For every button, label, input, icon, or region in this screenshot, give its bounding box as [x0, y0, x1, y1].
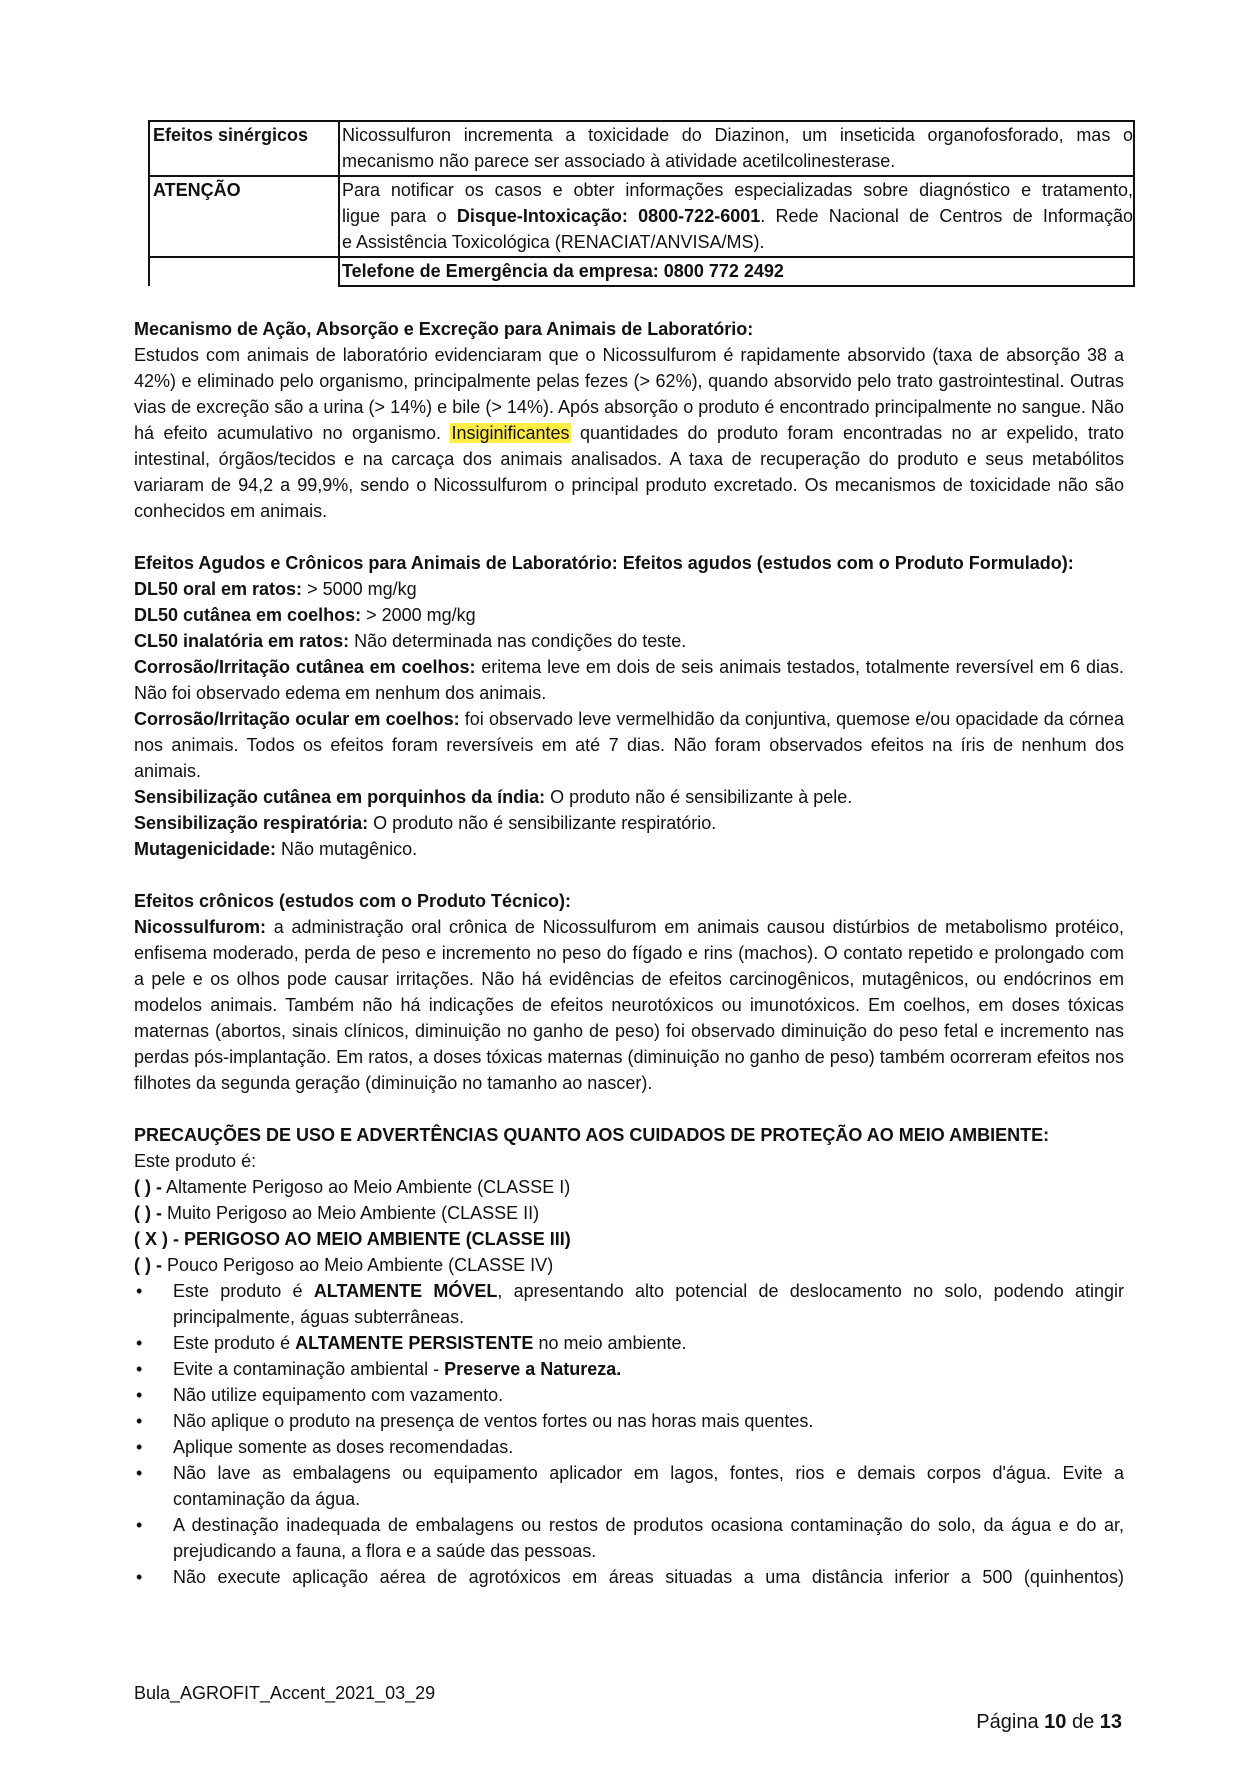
- class-text: PERIGOSO AO MEIO AMBIENTE (CLASSE III): [179, 1229, 571, 1249]
- chronic-label: Nicossulfurom:: [134, 917, 267, 937]
- bullet-bold: Preserve a Natureza.: [444, 1359, 622, 1379]
- list-item: [134, 1460, 1124, 1512]
- info-table: [148, 120, 1135, 287]
- bullet-text: Não lave as embalagens ou equipamento aplicador em lagos, fontes, rios e demais corpos d'água. Evite a contaminação da água.: [173, 1463, 1124, 1509]
- class-mark: ( X ) -: [134, 1229, 179, 1249]
- acute-item-label: DL50 cutânea em coelhos:: [134, 605, 362, 625]
- class-mark: ( ) -: [134, 1255, 162, 1275]
- acute-heading: [134, 550, 1124, 576]
- chronic-text: a administração oral crônica de Nicossulfurom em animais causou distúrbios de metabolismo protéico, enfisema moderado, perda de peso e incremento no peso do fígado e rins (machos). O contato repetido e prolongado com a pele e os olhos pode causar irritações. Não há evidências de efeitos carcinogênicos, mutagênicos, ou endócrinos em modelos animais. Também não há indicações de efeitos neurotóxicos ou imunotóxicos. Em coelhos, em doses tóxicas maternas (abortos, sinais clínicos, diminuição no ganho de peso) foi observado diminuição do peso fetal e incremento nas perdas pós-implantação. Em ratos, a doses tóxicas maternas (diminuição no ganho de peso) também ocorreram efeitos nos filhotes da segunda geração (diminuição no tamanho ao nascer).: [134, 917, 1124, 1093]
- acute-item-label: Corrosão/Irritação ocular em coelhos:: [134, 709, 460, 729]
- table-row: [149, 121, 1134, 176]
- mechanism-text-before: Estudos com animais de laboratório evidenciaram que o Nicossulfurom é rapidamente absorvido (taxa de absorção 38 a 42%) e eliminado pelo organismo, principalmente pelas fezes (> 62%), quando absorvido pelo trato gastrointestinal. Outras vias de excreção são a urina (> 14%) e bile (> 14%). Após absorção o produto é encontrado principalmente no sangue. Não há efeito acumulativo no organismo.: [134, 345, 1124, 443]
- synergy-line-2: mecanismo não parece ser associado à atividade acetilcolinesterase.: [342, 151, 896, 171]
- total-pages: 13: [1099, 1711, 1122, 1733]
- emergency-phone: [339, 257, 1134, 286]
- class-mark: ( ) -: [134, 1177, 162, 1197]
- bullet-icon: •: [136, 1359, 143, 1379]
- class-option: [134, 1174, 1124, 1200]
- acute-item: [134, 810, 1124, 836]
- mechanism-paragraph: [134, 342, 1124, 524]
- acute-item: [134, 836, 1124, 862]
- precautions-heading-text: PRECAUÇÕES DE USO E ADVERTÊNCIAS QUANTO AOS CUIDADOS DE PROTEÇÃO AO MEIO AMBIENTE:: [134, 1125, 1050, 1145]
- precautions-heading: [134, 1122, 1124, 1148]
- acute-item: [134, 602, 1124, 628]
- attention-line-2-pre: ligue para o: [342, 206, 457, 226]
- bullet-bold: ALTAMENTE MÓVEL: [313, 1281, 498, 1301]
- acute-item-text: > 5000 mg/kg: [302, 579, 417, 599]
- chronic-heading-text: Efeitos crônicos (estudos com o Produto Técnico):: [134, 891, 572, 911]
- bullet-text: no meio ambiente.: [533, 1333, 687, 1353]
- acute-item: [134, 654, 1124, 706]
- precautions-bullets: [134, 1278, 1124, 1590]
- attention-line-1: Para notificar os casos e obter informações especializadas sobre diagnóstico e tratamento,: [342, 180, 1133, 200]
- acute-item-label: Sensibilização respiratória:: [134, 813, 369, 833]
- bullet-text: Este produto é: [173, 1333, 296, 1353]
- class-option: [134, 1252, 1124, 1278]
- list-item: [134, 1564, 1124, 1590]
- bullet-icon: •: [136, 1281, 143, 1301]
- list-item: [134, 1382, 1124, 1408]
- attention-label: ATENÇÃO: [149, 176, 339, 257]
- bullet-text: Aplique somente as doses recomendadas.: [173, 1437, 514, 1457]
- acute-item: [134, 628, 1124, 654]
- acute-item-label: Sensibilização cutânea em porquinhos da índia:: [134, 787, 546, 807]
- mechanism-heading-text: Mecanismo de Ação, Absorção e Excreção para Animais de Laboratório:: [134, 319, 754, 339]
- table-row: [149, 257, 1134, 286]
- bullet-icon: •: [136, 1411, 143, 1431]
- attention-line-2: [342, 203, 1133, 229]
- current-page: 10: [1044, 1711, 1067, 1733]
- table-row: [149, 176, 1134, 257]
- bullet-icon: •: [136, 1567, 143, 1587]
- acute-item-label: Mutagenicidade:: [134, 839, 277, 859]
- bullet-text: Evite a contaminação ambiental -: [173, 1359, 445, 1379]
- page-word: Página: [976, 1711, 1045, 1733]
- acute-item-text: O produto não é sensibilizante respiratório.: [368, 813, 717, 833]
- mechanism-text-after: quantidades do produto foram encontradas no ar expelido, trato intestinal, órgãos/tecidos e na carcaça dos animais analisados. A taxa de recuperação do produto e seus metabólitos variaram de 94,2 a 99,9%, sendo o Nicossulfurom o principal produto excretado. Os mecanismos de toxicidade não são conhecidos em animais.: [134, 423, 1125, 521]
- acute-item: [134, 706, 1124, 784]
- acute-item-text: foi observado leve vermelhidão da conjuntiva, quemose e/ou opacidade da córnea nos animais. Todos os efeitos foram reversíveis em até 7 dias. Não foram observados efeitos na íris de nenhum dos animais.: [134, 709, 1124, 781]
- chronic-paragraph: [134, 914, 1124, 1096]
- environment-class-list: [134, 1174, 1124, 1278]
- class-text: Pouco Perigoso ao Meio Ambiente (CLASSE IV): [161, 1255, 554, 1275]
- bullet-icon: •: [136, 1437, 143, 1457]
- bullet-text: , apresentando alto potencial de deslocamento no solo, podendo atingir principalmente, águas subterrâneas.: [173, 1281, 1124, 1327]
- chronic-heading: [134, 888, 1124, 914]
- list-item: [134, 1356, 1124, 1382]
- acute-item: [134, 784, 1124, 810]
- attention-line-2-post: . Rede Nacional de Centros de Informação: [760, 206, 1133, 226]
- synergy-label: Efeitos sinérgicos: [149, 121, 339, 176]
- precautions-intro: Este produto é:: [134, 1151, 257, 1171]
- bullet-text: A destinação inadequada de embalagens ou restos de produtos ocasiona contaminação do solo, da água e do ar, prejudicando a fauna, a flora e a saúde das pessoas.: [173, 1515, 1124, 1561]
- attention-line-3: e Assistência Toxicológica (RENACIAT/ANVISA/MS).: [342, 232, 765, 252]
- main-text: [134, 316, 1124, 1590]
- highlighted-word: Insiginificantes: [451, 423, 570, 443]
- list-item: [134, 1408, 1124, 1434]
- acute-item-label: DL50 oral em ratos:: [134, 579, 303, 599]
- list-item: [134, 1278, 1124, 1330]
- list-item: [134, 1434, 1124, 1460]
- attention-value: [339, 176, 1134, 257]
- bullet-text: Este produto é: [173, 1281, 314, 1301]
- acute-item-text: Não determinada nas condições do teste.: [349, 631, 687, 651]
- emergency-phone-text: Telefone de Emergência da empresa: 0800 772 2492: [342, 261, 784, 281]
- bullet-text: Não aplique o produto na presença de ventos fortes ou nas horas mais quentes.: [173, 1411, 814, 1431]
- synergy-line-1: Nicossulfuron incrementa a toxicidade do Diazinon, um inseticida organofosforado, mas o: [342, 125, 1133, 145]
- bullet-text: Não execute aplicação aérea de agrotóxicos em áreas situadas a uma distância inferior a 500 (quinhentos): [173, 1567, 1124, 1587]
- class-text: Muito Perigoso ao Meio Ambiente (CLASSE II): [161, 1203, 540, 1223]
- bullet-icon: •: [136, 1333, 143, 1353]
- acute-effects-list: [134, 576, 1124, 862]
- poison-hotline: Disque-Intoxicação: 0800-722-6001: [456, 206, 761, 226]
- mechanism-heading: [134, 316, 1124, 342]
- bullet-bold: ALTAMENTE PERSISTENTE: [295, 1333, 534, 1353]
- class-option: [134, 1200, 1124, 1226]
- class-option: [134, 1226, 1124, 1252]
- bullet-icon: •: [136, 1463, 143, 1483]
- acute-item-text: eritema leve em dois de seis animais testados, totalmente reversível em 6 dias. Não foi observado edema em nenhum dos animais.: [134, 657, 1125, 703]
- bullet-icon: •: [136, 1385, 143, 1405]
- document-name: Bula_AGROFIT_Accent_2021_03_29: [134, 1683, 436, 1703]
- acute-item-text: Não mutagênico.: [276, 839, 418, 859]
- spacer: [134, 1096, 1124, 1122]
- spacer: [134, 524, 1124, 550]
- list-item: [134, 1512, 1124, 1564]
- acute-heading-text: Efeitos Agudos e Crônicos para Animais de Laboratório: Efeitos agudos (estudos com o Produto Formulado):: [134, 553, 1074, 573]
- acute-item-label: Corrosão/Irritação cutânea em coelhos:: [134, 657, 476, 677]
- list-item: [134, 1330, 1124, 1356]
- acute-item-text: O produto não é sensibilizante à pele.: [545, 787, 853, 807]
- class-text: Altamente Perigoso ao Meio Ambiente (CLASSE I): [161, 1177, 571, 1197]
- acute-item-label: CL50 inalatória em ratos:: [134, 631, 350, 651]
- page-number: [976, 1711, 1122, 1734]
- empty-cell: [149, 257, 339, 286]
- bullet-text: Não utilize equipamento com vazamento.: [173, 1385, 504, 1405]
- class-mark: ( ) -: [134, 1203, 162, 1223]
- acute-item-text: > 2000 mg/kg: [361, 605, 476, 625]
- bullet-icon: •: [136, 1515, 143, 1535]
- spacer: [134, 862, 1124, 888]
- synergy-value: [339, 121, 1134, 176]
- of-word: de: [1066, 1711, 1100, 1733]
- acute-item: [134, 576, 1124, 602]
